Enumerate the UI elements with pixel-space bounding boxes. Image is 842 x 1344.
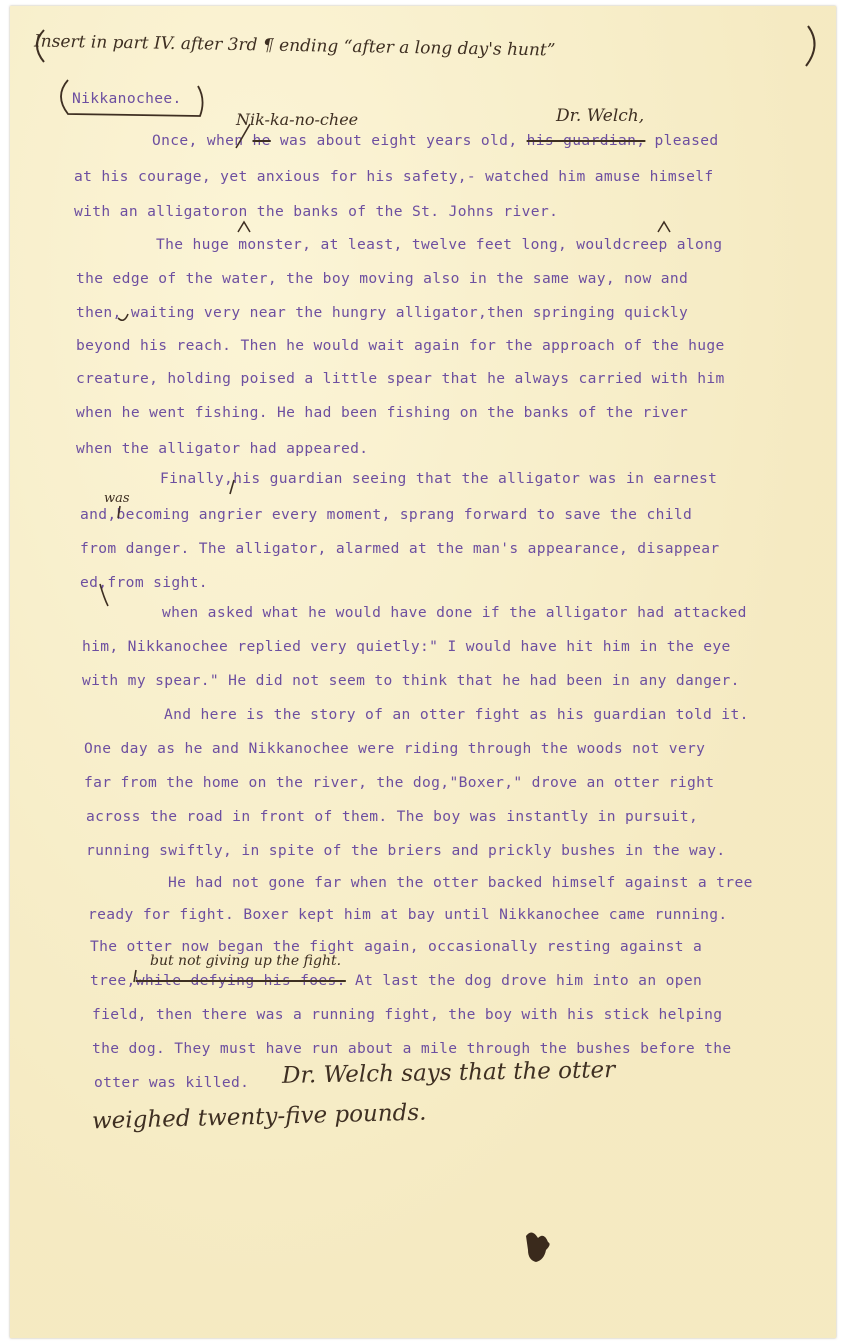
struck-word-he: he xyxy=(252,132,271,149)
text-line-1-post: was about eight years old, xyxy=(270,132,527,149)
text-line-15: when asked what he would have done if the alligator had attacked xyxy=(162,604,747,621)
text-line-4: The huge monster, at least, twelve feet long, wouldcreep along xyxy=(156,236,723,253)
handwritten-top-note: Insert in part IV. after 3rd ¶ ending “after a long day's hunt” xyxy=(33,31,556,61)
ink-blot xyxy=(526,1232,550,1262)
text-line-26-post: At last the dog drove him into an open xyxy=(345,972,703,989)
text-line-6: then, waiting very near the hungry alligator,then springing quickly xyxy=(76,304,689,321)
caret-was xyxy=(118,506,120,518)
caret-disappeared xyxy=(100,584,108,606)
document-title: Nikkanochee. xyxy=(72,90,182,107)
text-line-26-pre: tree, xyxy=(90,972,136,989)
text-line-10: when the alligator had appeared. xyxy=(76,440,369,457)
struck-his-guardian: his guardian, xyxy=(526,132,646,149)
handwritten-end-note-1: Dr. Welch says that the otter xyxy=(281,1057,616,1089)
comma-then xyxy=(118,314,128,320)
caret-creep xyxy=(238,222,250,232)
text-line-29: otter was killed. xyxy=(94,1074,250,1091)
comma-finally xyxy=(230,480,234,494)
text-line-27: field, then there was a running fight, the boy with his stick helping xyxy=(92,1006,723,1023)
text-line-18: And here is the story of an otter fight as his guardian told it. xyxy=(164,706,749,723)
text-line-9: when he went fishing. He had been fishing on the banks of the river xyxy=(76,404,689,421)
top-note-open-bracket xyxy=(37,30,44,62)
text-line-25: The otter now began the fight again, occasionally resting against a xyxy=(90,938,703,955)
text-line-1-pre: Once, when xyxy=(152,132,253,149)
text-line-11: Finally,his guardian seeing that the alligator was in earnest xyxy=(160,470,718,487)
text-line-5: the edge of the water, the boy moving also in the same way, now and xyxy=(76,270,689,287)
title-bracket xyxy=(61,80,203,116)
text-line-13: from danger. The alligator, alarmed at the man's appearance, disappear xyxy=(80,540,720,557)
text-line-22: running swiftly, in spite of the briers and prickly bushes in the way. xyxy=(86,842,726,859)
text-line-16: him, Nikkanochee replied very quietly:" I would have hit him in the eye xyxy=(82,638,731,655)
text-line-7: beyond his reach. Then he would wait again for the approach of the huge xyxy=(76,337,725,354)
text-line-23: He had not gone far when the otter backed himself against a tree xyxy=(168,874,753,891)
text-line-8: creature, holding poised a little spear that he always carried with him xyxy=(76,370,725,387)
handwritten-guardian-insert: Dr. Welch, xyxy=(556,106,645,126)
text-line-21: across the road in front of them. The boy was instantly in pursuit, xyxy=(86,808,699,825)
struck-while-defying: while defying his foes. xyxy=(135,972,346,989)
text-line-12: and,becoming angrier every moment, sprang forward to save the child xyxy=(80,506,693,523)
text-line-2: at his courage, yet anxious for his safety,- watched him amuse himself xyxy=(74,168,714,185)
text-line-14: ed,from sight. xyxy=(80,574,208,591)
caret-tree xyxy=(134,970,136,982)
text-line-19: One day as he and Nikkanochee were riding through the woods not very xyxy=(84,740,706,757)
text-line-20: far from the home on the river, the dog,"Boxer," drove an otter right xyxy=(84,774,715,791)
handwritten-fight-insert: but not giving up the fight. xyxy=(150,953,342,969)
text-line-3: with an alligatoron the banks of the St. Johns river. xyxy=(74,203,559,220)
caret-name xyxy=(236,124,250,148)
caret-would xyxy=(658,222,670,232)
text-line-28: the dog. They must have run about a mile through the bushes before the xyxy=(92,1040,732,1057)
text-line-17: with my spear." He did not seem to think that he had been in any danger. xyxy=(82,672,740,689)
text-line-24: ready for fight. Boxer kept him at bay until Nikkanochee came running. xyxy=(88,906,728,923)
text-line-1-end: pleased xyxy=(645,132,719,149)
handwritten-end-note-2: weighed twenty-five pounds. xyxy=(91,1099,427,1135)
handwritten-name-insert: Nik-ka-no-chee xyxy=(236,110,359,129)
top-note-close-bracket xyxy=(806,26,815,66)
handwritten-was-insert: was xyxy=(104,491,130,506)
